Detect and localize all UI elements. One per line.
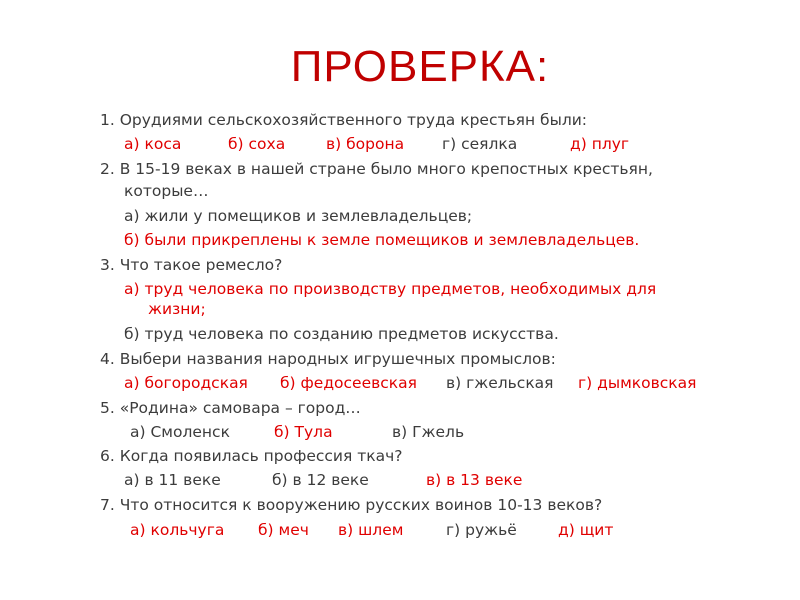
q7-option-c: в) шлем (338, 521, 404, 539)
q3-option-b: б) труд человека по созданию предметов искусства. (124, 325, 559, 343)
q5-option-b: б) Тула (274, 423, 333, 441)
question-7-options (130, 519, 690, 541)
q7-option-b: б) меч (258, 521, 309, 539)
q1-option-c: в) борона (326, 135, 405, 153)
question-4-options (124, 372, 724, 394)
question-6-options (124, 469, 574, 491)
q6-option-b: б) в 12 веке (272, 471, 369, 489)
q3-option-a-continuation: жизни; (148, 300, 206, 318)
question-2-continuation: которые… (124, 182, 209, 200)
q2-option-a: а) жили у помещиков и землевладельцев; (124, 207, 473, 225)
q2-option-b: б) были прикреплены к земле помещиков и землевладельцев. (124, 231, 640, 249)
q1-option-b: б) соха (228, 135, 286, 153)
question-4: 4. Выбери названия народных игрушечных промыслов: (100, 350, 556, 368)
q7-option-d: г) ружьё (446, 521, 517, 539)
question-7: 7. Что относится к вооружению русских воинов 10-13 веков? (100, 496, 603, 514)
q4-option-a: а) богородская (124, 374, 248, 392)
q4-option-d: г) дымковская (578, 374, 697, 392)
q4-option-c: в) гжельская (446, 374, 554, 392)
q7-option-e: д) щит (558, 521, 614, 539)
q5-option-c: в) Гжель (392, 423, 465, 441)
q5-option-a: а) Смоленск (130, 423, 230, 441)
question-2: 2. В 15-19 веках в нашей стране было много крепостных крестьян, (100, 160, 653, 178)
slide-title: ПРОВЕРКА: (290, 42, 550, 91)
question-6: 6. Когда появилась профессия ткач? (100, 447, 403, 465)
q3-option-a: а) труд человека по производству предметов, необходимых для (124, 280, 657, 298)
question-1: 1. Орудиями сельскохозяйственного труда крестьян были: (100, 111, 588, 129)
q1-option-d: г) сеялка (442, 135, 518, 153)
question-5-options (130, 421, 530, 443)
q1-option-e: д) плуг (570, 135, 630, 153)
question-5: 5. «Родина» самовара – город… (100, 399, 361, 417)
q4-option-b: б) федосеевская (280, 374, 417, 392)
question-3: 3. Что такое ремесло? (100, 256, 283, 274)
q7-option-a: а) кольчуга (130, 521, 225, 539)
q6-option-c: в) в 13 веке (426, 471, 523, 489)
question-1-options (124, 133, 684, 155)
q1-option-a: а) коса (124, 135, 182, 153)
q6-option-a: а) в 11 веке (124, 471, 221, 489)
